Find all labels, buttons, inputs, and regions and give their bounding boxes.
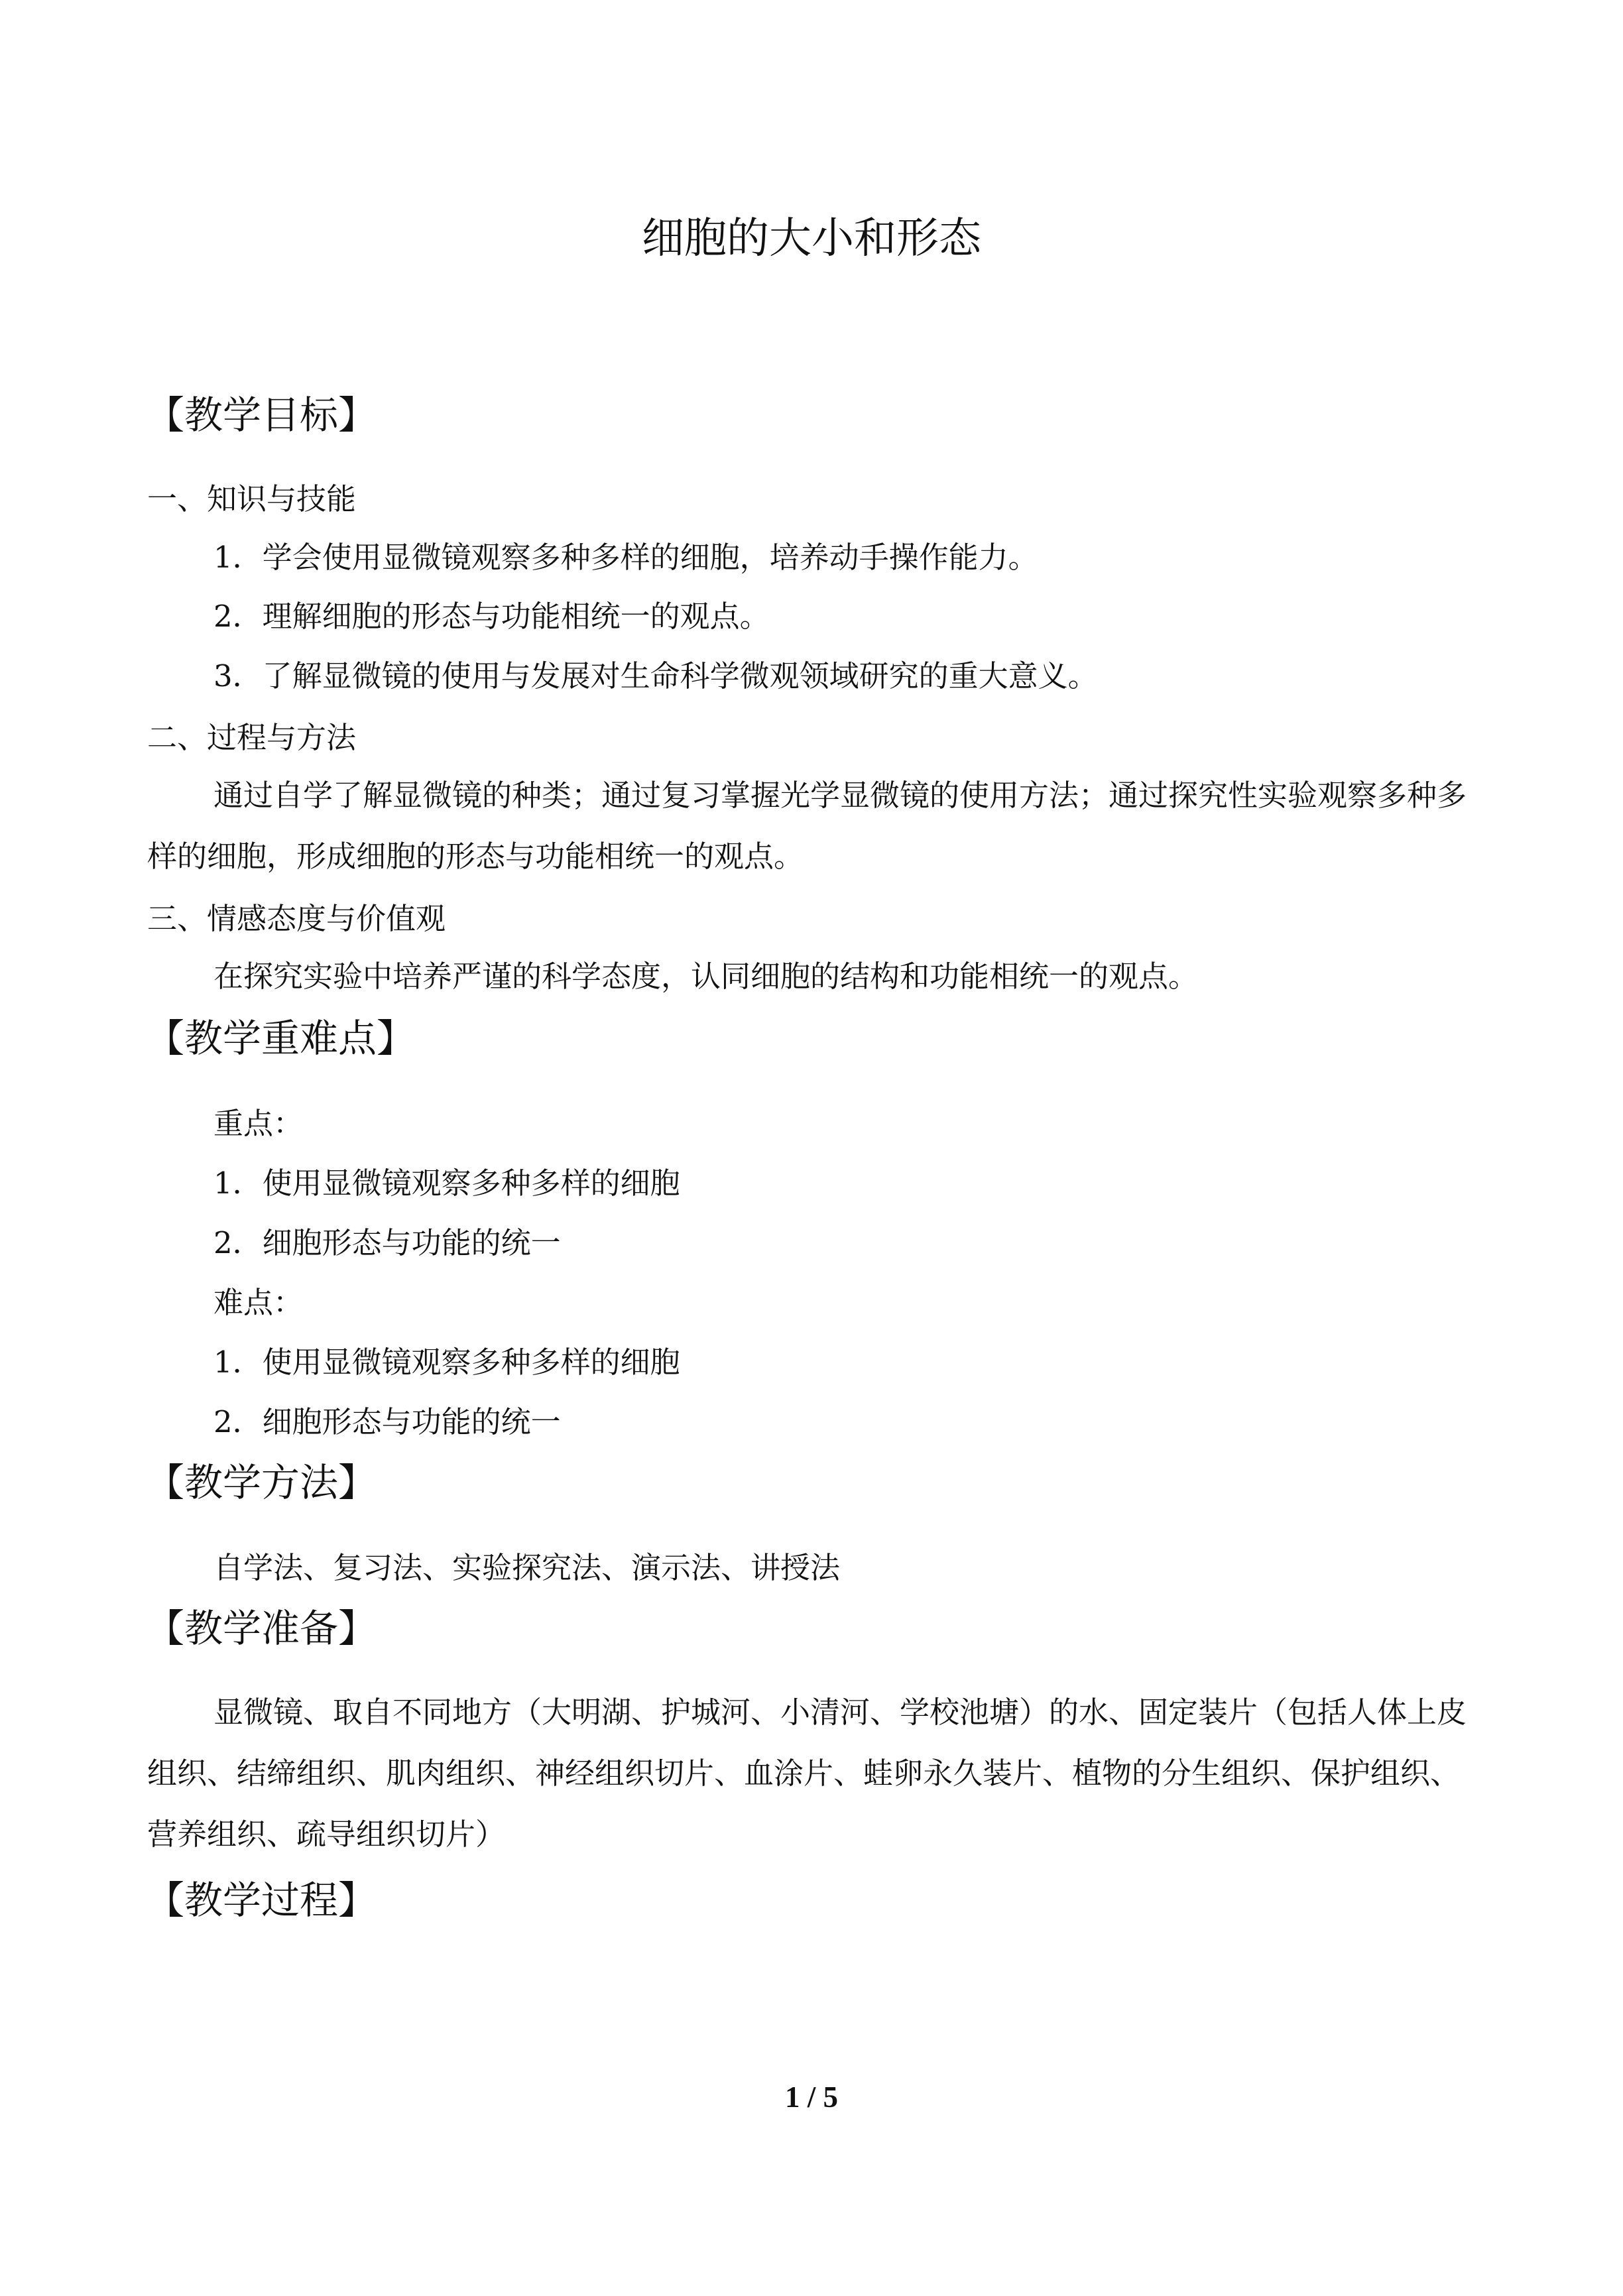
knowledge-item: 3．了解显微镜的使用与发展对生命科学微观领域研究的重大意义。 [213, 658, 1098, 694]
section-heading-methods: 【教学方法】 [146, 1460, 377, 1505]
subheading-knowledge: 一、知识与技能 [147, 481, 357, 516]
subheading-process: 二、过程与方法 [147, 720, 357, 755]
page-number: 1 / 5 [784, 2081, 838, 2114]
section-heading-objectives: 【教学目标】 [146, 393, 377, 438]
difficulty-item: 1．使用显微镜观察多种多样的细胞 [213, 1345, 680, 1380]
section-heading-key-points: 【教学重难点】 [146, 1016, 416, 1061]
focus-item: 1．使用显微镜观察多种多样的细胞 [213, 1166, 680, 1201]
focus-label: 重点： [213, 1106, 304, 1141]
attitude-paragraph: 在探究实验中培养严谨的科学态度，认同细胞的结构和功能相统一的观点。 [213, 959, 1199, 994]
difficulty-label: 难点： [213, 1285, 304, 1320]
section-heading-preparation: 【教学准备】 [146, 1606, 377, 1651]
knowledge-item: 1．学会使用显微镜观察多种多样的细胞，培养动手操作能力。 [213, 540, 1038, 575]
section-heading-process: 【教学过程】 [146, 1878, 377, 1923]
subheading-attitude: 三、情感态度与价值观 [147, 901, 446, 936]
document-title: 细胞的大小和形态 [642, 214, 981, 263]
knowledge-item: 2．理解细胞的形态与功能相统一的观点。 [213, 599, 770, 634]
methods-text: 自学法、复习法、实验探究法、演示法、讲授法 [213, 1550, 841, 1585]
process-paragraph: 通过自学了解显微镜的种类；通过复习掌握光学显微镜的使用方法；通过探究性实验观察多种多样的细胞，形成细胞的形态与功能相统一的观点。 [147, 778, 1467, 874]
focus-item: 2．细胞形态与功能的统一 [213, 1225, 561, 1260]
difficulty-item: 2．细胞形态与功能的统一 [213, 1404, 561, 1439]
preparation-paragraph: 显微镜、取自不同地方（大明湖、护城河、小清河、学校池塘）的水、固定装片（包括人体上皮组织、结缔组织、肌肉组织、神经组织切片、血涂片、蛙卵永久装片、植物的分生组织、保护组织、营养组织、疏导组织切片） [147, 1695, 1467, 1852]
